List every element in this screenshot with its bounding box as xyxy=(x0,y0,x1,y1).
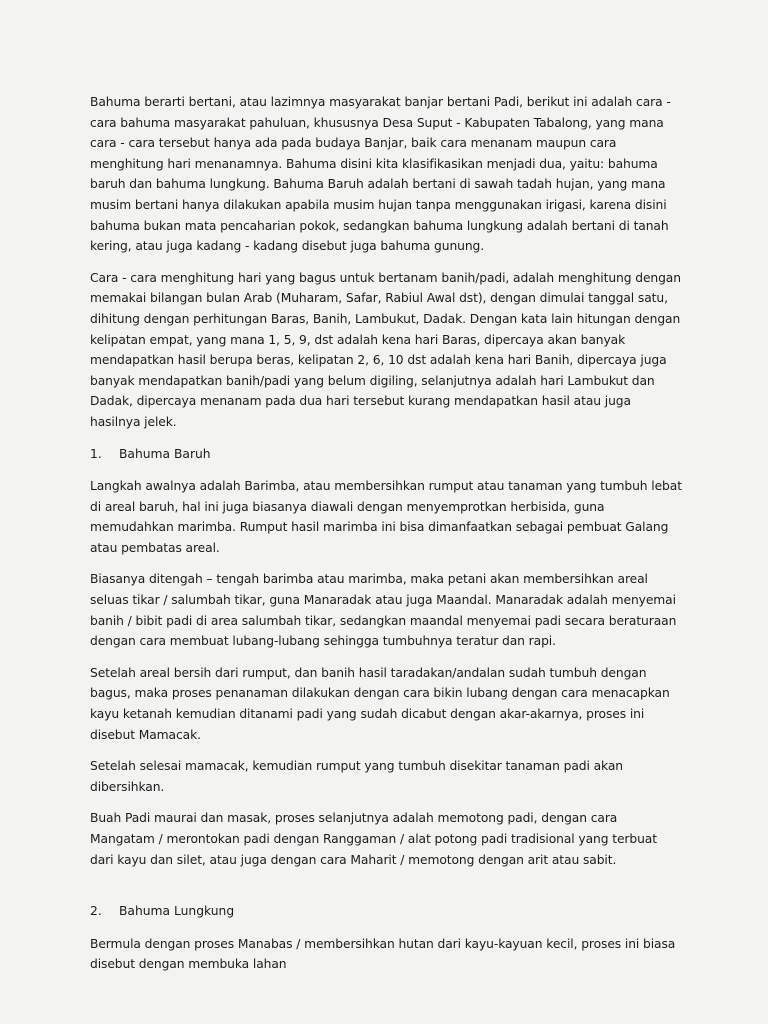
paragraph-manabas: Bermula dengan proses Manabas / membersihkan hutan dari kayu-kayuan kecil, proses ini biasa disebut dengan membuka lahan xyxy=(90,936,676,972)
section-number: 1. xyxy=(90,446,102,461)
paragraph-manaradak: Biasanya ditengah – tengah barimba atau marimba, maka petani akan membersihkan areal seluas tikar / salumbah tikar, guna Manaradak atau juga Maandal. Manaradak adalah menyemai banih / bibit padi di area salumbah tikar, sedangkan maandal menyemai padi secara beraturaan dengan cara membuat lubang-lubang sehingga tumbuhnya teratur dan rapi. xyxy=(90,572,677,649)
section-title: Bahuma Baruh xyxy=(119,446,211,461)
paragraph-counting-days: Cara - cara menghitung hari yang bagus untuk bertanam banih/padi, adalah menghitung dengan memakai bilangan bulan Arab (Muharam, Safar, Rabiul Awal dst), dengan dimulai tanggal satu, dihitung dengan perhitungan Baras, Banih, Lambukut, Dadak. Dengan kata lain hitungan dengan kelipatan empat, yang mana 1, 5, 9, dst adalah kena hari Baras, dipercaya akan banyak mendapatkan hasil berupa beras, kelipatan 2, 6, 10 dst adalah kena hari Banih, dipercaya juga banyak mendapatkan banih/padi yang belum digiling, selanjutnya adalah hari Lambukut dan Dadak, dipercaya menanam pada dua hari tersebut kurang mendapatkan hasil atau juga hasilnya jelek. xyxy=(90,270,681,429)
section-heading-bahuma-lungkung xyxy=(90,901,684,922)
paragraph-weeding: Setelah selesai mamacak, kemudian rumput yang tumbuh disekitar tanaman padi akan dibersihkan. xyxy=(90,759,623,794)
section-number: 2. xyxy=(90,904,102,919)
section-heading-bahuma-baruh xyxy=(90,444,684,465)
paragraph-harvest: Buah Padi maurai dan masak, proses selanjutnya adalah memotong padi, dengan cara Mangatam / merontokan padi dengan Ranggaman / alat potong padi tradisional yang terbuat dari kayu dan silet, atau juga dengan cara Maharit / memotong dengan arit atau sabit. xyxy=(90,811,657,867)
paragraph-barimba: Langkah awalnya adalah Barimba, atau membersihkan rumput atau tanaman yang tumbuh lebat di areal baruh, hal ini juga biasanya diawali dengan menyemprotkan herbisida, guna memudahkan marimba. Rumput hasil marimba ini bisa dimanfaatkan sebagai pembuat Galang atau pembatas areal. xyxy=(90,479,682,555)
section-title: Bahuma Lungkung xyxy=(119,904,235,919)
paragraph-mamacak: Setelah areal bersih dari rumput, dan banih hasil taradakan/andalan sudah tumbuh dengan bagus, maka proses penanaman dilakukan dengan cara bikin lubang dengan cara menacapkan kayu ketanah kemudian ditanami padi yang sudah dicabut dengan akar-akarnya, proses ini disebut Mamacak. xyxy=(90,665,670,742)
blank-line xyxy=(90,881,684,901)
paragraph-intro: Bahuma berarti bertani, atau lazimnya masyarakat banjar bertani Padi, berikut ini adalah cara - cara bahuma masyarakat pahuluan, khususnya Desa Suput - Kabupaten Tabalong, yang mana cara - cara tersebut hanya ada pada budaya Banjar, baik cara menanam maupun cara menghitung hari menanamnya. Bahuma disini kita klasifikasikan menjadi dua, yaitu: bahuma baruh dan bahuma lungkung. Bahuma Baruh adalah bertani di sawah tadah hujan, yang mana musim bertani hanya dilakukan apabila musim hujan tanpa menggunakan irigasi, karena disini bahuma bukan mata pencaharian pokok, sedangkan bahuma lungkung adalah bertani di tanah kering, atau juga kadang - kadang disebut juga bahuma gunung. xyxy=(90,95,671,254)
